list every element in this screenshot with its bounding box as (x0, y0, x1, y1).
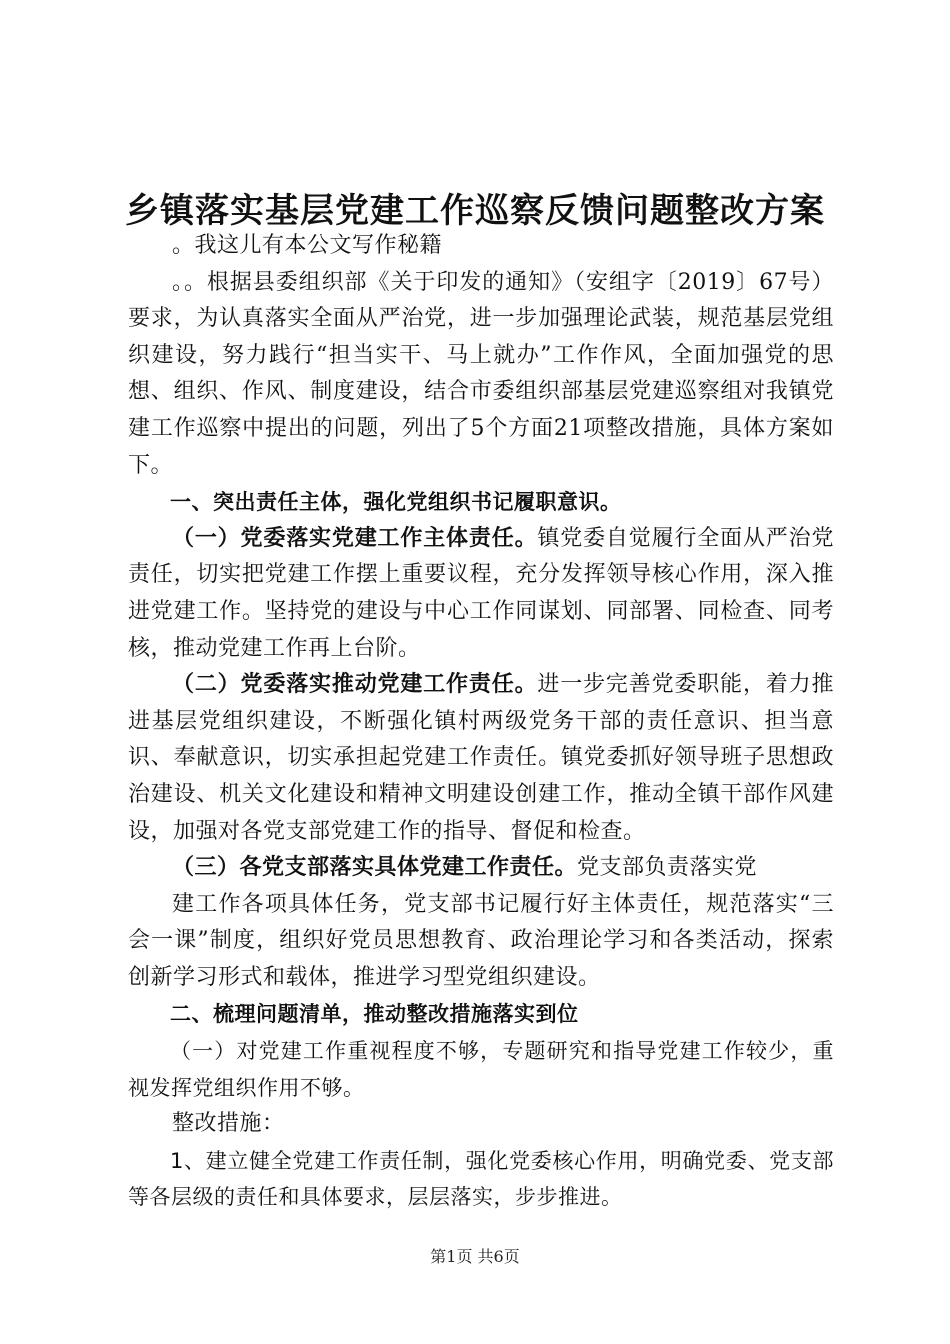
item-lead-3: （三）各党支部落实具体党建工作责任。 (172, 855, 578, 881)
item-paragraph-3 (128, 850, 834, 887)
item-lead-1: （一）党委落实党建工作主体责任。 (172, 525, 538, 551)
item-paragraph-2 (128, 667, 834, 850)
measures-label: 整改措施： (172, 1111, 285, 1137)
document-title: 乡镇落实基层党建工作巡察反馈问题整改方案 (125, 191, 825, 231)
page-footer: 第1页 共6页 (430, 1247, 520, 1266)
item-body-2: 进一步完善党委职能，着力推进基层党组织建设，不断强化镇村两级党务干部的责任意识、担当意识、奉献意识，切实承担起党建工作责任。镇党委抓好领导班子思想政治建设、机关文化建设和精神文明建设创建工作，推动全镇干部作风建设，加强对各党支部党建工作的指导、督促和检查。 (128, 672, 834, 844)
item-body-1: 镇党委自觉履行全面从严治党责任，切实把党建工作摆上重要议程，充分发挥领导核心作用，深入推进党建工作。坚持党的建设与中心工作同谋划、同部署、同检查、同考核，推动党建工作再上台阶。 (128, 525, 834, 661)
section-heading-2: 二、梳理问题清单，推动整改措施落实到位 (170, 1002, 579, 1027)
item-body-3: 党支部负责落实党 (577, 855, 758, 881)
section-heading-1: 一、突出责任主体，强化党组织书记履职意识。 (170, 490, 622, 515)
item-paragraph-1 (128, 521, 834, 667)
document-body (128, 228, 834, 1216)
intro-paragraph: 。。根据县委组织部《关于印发的通知》（安组字〔2019〕67号）要求，为认真落实全面从严治党，进一步加强理论武装，规范基层党组织建设，努力践行“担当实干、马上就办”工作作风，全面加强党的思想、组织、作风、制度建设，结合市委组织部基层党建巡察组对我镇党建工作巡察中提出的问题，列出了5个方面21项整改措施，具体方案如下。 (128, 269, 835, 478)
measure-paragraph-1: 1、建立健全党建工作责任制，强化党委核心作用，明确党委、党支部等各层级的责任和具体要求，层层落实，步步推进。 (128, 1148, 834, 1210)
intro-line: 。我这儿有本公文写作秘籍 (172, 233, 443, 258)
item-paragraph-3-continued: 建工作各项具体任务，党支部书记履行好主体责任，规范落实“三会一课”制度，组织好党员思想教育、政治理论学习和各类活动，探索创新学习形式和载体，推进学习型党组织建设。 (128, 891, 834, 990)
problem-paragraph-1: （一）对党建工作重视程度不够，专题研究和指导党建工作较少，重视发挥党组织作用不够。 (128, 1039, 834, 1100)
item-lead-2: （二）党委落实推动党建工作责任。 (172, 672, 538, 698)
